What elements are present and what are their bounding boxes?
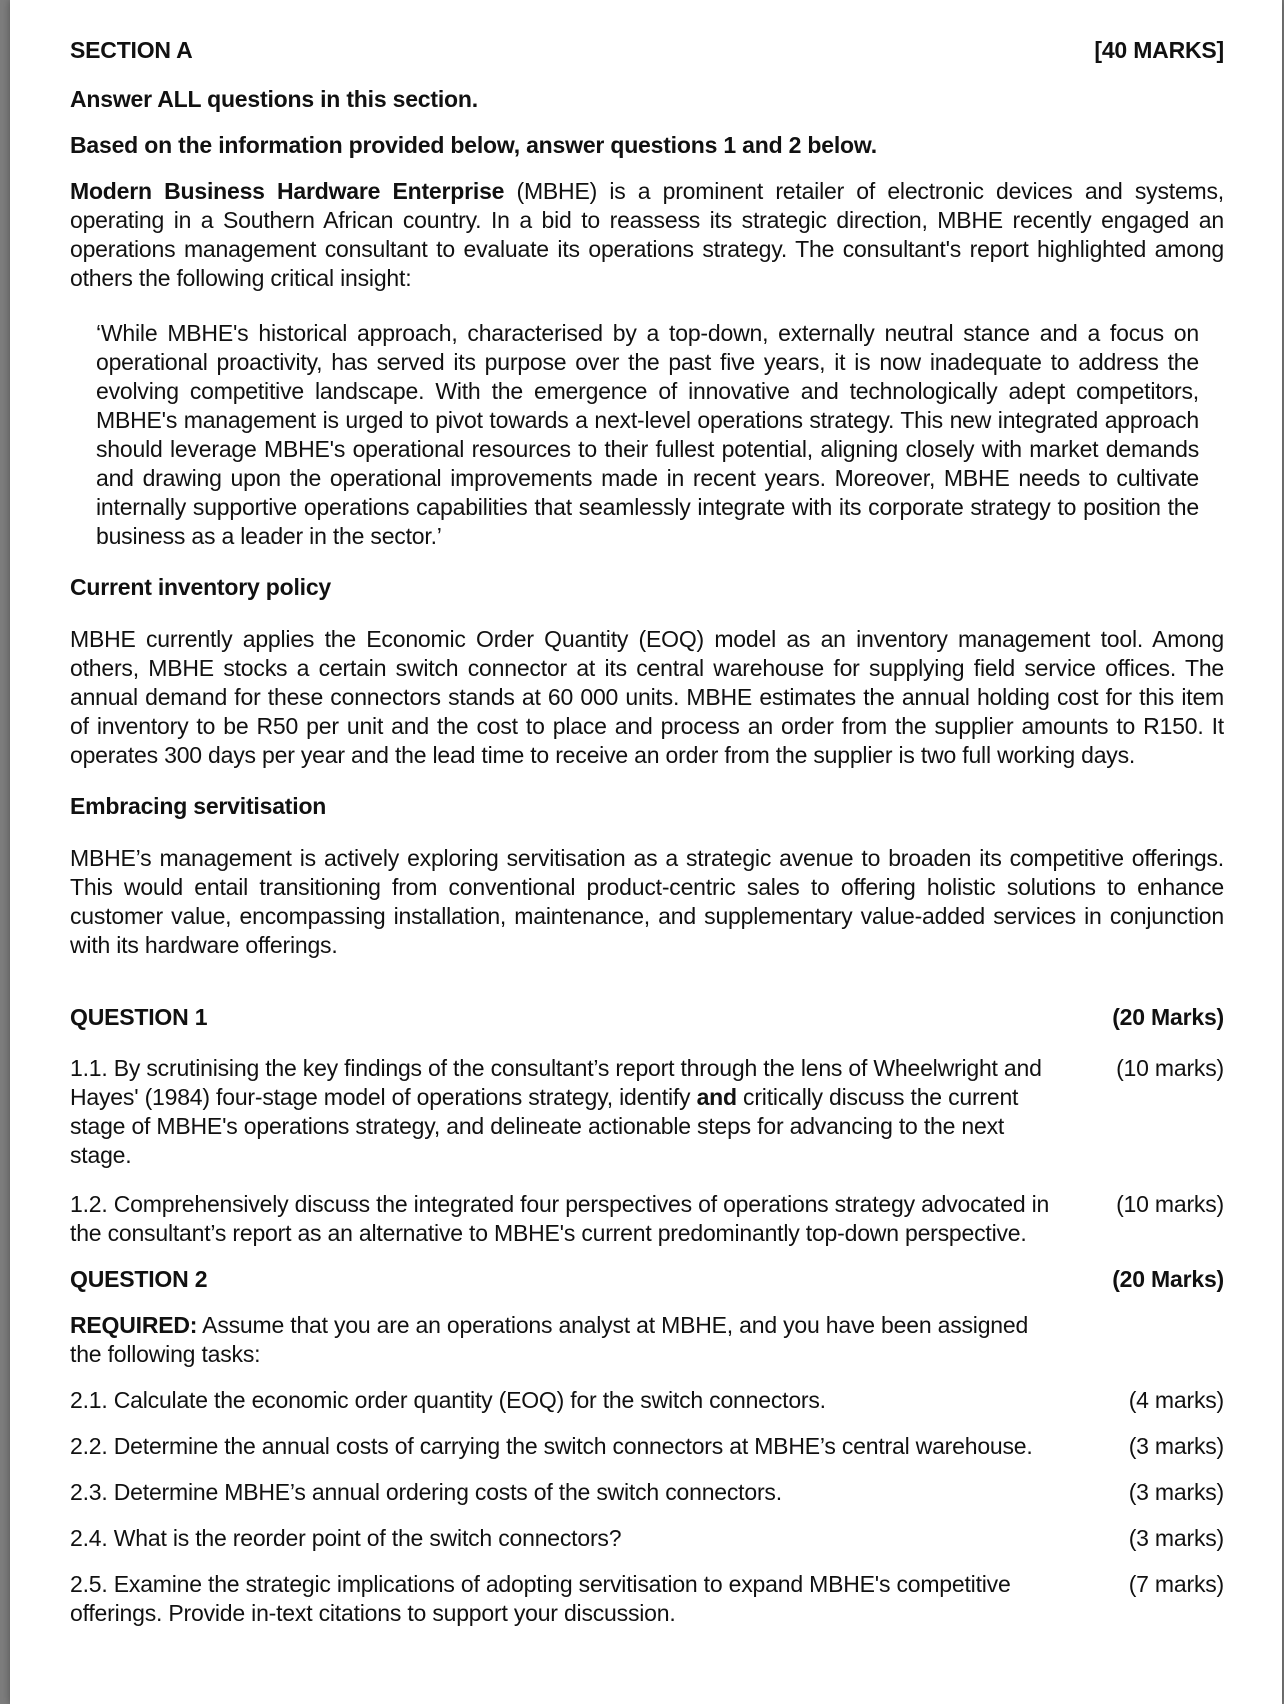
servitisation-paragraph: MBHE’s management is actively exploring servitisation as a strategic avenue to broaden its competitive offerings. This would entail transitioning from conventional product-centric sales to offering holistic solutions to enhance customer value, encompassing installation, maintenance, and supplementary value-added services in conjunction with its hardware offerings. bbox=[70, 845, 1224, 958]
question2-header bbox=[70, 1265, 1224, 1294]
question1-header bbox=[70, 1003, 1224, 1032]
question-2-1-text: 2.1. Calculate the economic order quantity (EOQ) for the switch connectors. bbox=[70, 1387, 826, 1413]
inventory-paragraph: MBHE currently applies the Economic Order Quantity (EOQ) model as an inventory management tool. Among others, MBHE stocks a certain switch connector at its central warehouse for supplying field service offices. The annual demand for these connectors stands at 60 000 units. MBHE estimates the annual holding cost for this item of inventory to be R50 per unit and the cost to place and process an order from the supplier amounts to R150. It operates 300 days per year and the lead time to receive an order from the supplier is two full working days. bbox=[70, 626, 1224, 768]
question-2-3-marks: (3 marks) bbox=[1128, 1479, 1224, 1505]
question-2-1-marks: (4 marks) bbox=[1128, 1387, 1224, 1413]
question-1-2-text: 1.2. Comprehensively discuss the integrated four perspectives of operations strategy advocated in the consultant’s report as an alternative to MBHE's current predominantly top-down perspective. bbox=[70, 1191, 1050, 1246]
question-2-2 bbox=[70, 1432, 1224, 1461]
question-2-5 bbox=[70, 1570, 1224, 1628]
consultant-quote: ‘While MBHE's historical approach, characterised by a top-down, externally neutral stance and a focus on operational proactivity, has served its purpose over the past five years, it is now inadequate to address the evolving competitive landscape. With the emergence of innovative and technologically adept competitors, MBHE's management is urged to pivot towards a next-level operations strategy. This new integrated approach should leverage MBHE's operational resources to their fullest potential, aligning closely with market demands and drawing upon the operational improvements made in recent years. Moreover, MBHE needs to cultivate internally supportive operations capabilities that seamlessly integrate with its corporate strategy to position the business as a leader in the sector.’ bbox=[96, 320, 1199, 549]
instruction: Answer ALL questions in this section. bbox=[70, 86, 478, 112]
inventory-heading: Current inventory policy bbox=[70, 574, 332, 600]
question-1-2 bbox=[70, 1190, 1224, 1248]
question-1-2-marks: (10 marks) bbox=[1116, 1191, 1224, 1217]
question-1-1 bbox=[70, 1054, 1224, 1170]
question-2-4-marks: (3 marks) bbox=[1128, 1525, 1224, 1551]
question-2-4-text: 2.4. What is the reorder point of the switch connectors? bbox=[70, 1525, 622, 1551]
document-content bbox=[70, 36, 1224, 1628]
document-page bbox=[10, 0, 1282, 1704]
company-name: Modern Business Hardware Enterprise bbox=[70, 178, 505, 204]
question-1-1-text: 1.1. By scrutinising the key findings of the consultant’s report through the lens of Wheelwright and Hayes' (1984) four-stage model of operations strategy, identify and critically discuss the current stage of MBHE's operations strategy, and delineate actionable steps for advancing to the next stage. bbox=[70, 1055, 1042, 1168]
servitisation-heading: Embracing servitisation bbox=[70, 793, 327, 819]
section-title: SECTION A bbox=[70, 37, 193, 63]
required-paragraph bbox=[70, 1311, 1060, 1369]
question-2-5-marks: (7 marks) bbox=[1128, 1571, 1224, 1597]
question-2-3 bbox=[70, 1478, 1224, 1507]
question-2-3-text: 2.3. Determine MBHE’s annual ordering costs of the switch connectors. bbox=[70, 1479, 782, 1505]
question2-title: QUESTION 2 bbox=[70, 1266, 208, 1292]
question-2-5-text: 2.5. Examine the strategic implications of adopting servitisation to expand MBHE's competitive offerings. Provide in-text citations to support your discussion. bbox=[70, 1571, 1011, 1626]
required-label: REQUIRED: bbox=[70, 1312, 198, 1338]
question-2-2-marks: (3 marks) bbox=[1128, 1433, 1224, 1459]
intro-text: (MBHE) is a prominent retailer of electronic devices and systems, operating in a Southern African country. In a bid to reassess its strategic direction, MBHE recently engaged an operations management consultant to evaluate its operations strategy. The consultant's report highlighted among others the following critical insight: bbox=[70, 178, 1224, 291]
based-on-text: Based on the information provided below, answer questions 1 and 2 below. bbox=[70, 132, 877, 158]
question1-title: QUESTION 1 bbox=[70, 1004, 208, 1030]
section-header bbox=[70, 36, 1224, 65]
question-1-1-marks: (10 marks) bbox=[1116, 1055, 1224, 1081]
intro-paragraph bbox=[70, 177, 1224, 293]
required-text: Assume that you are an operations analyst at MBHE, and you have been assigned the following tasks: bbox=[70, 1312, 1029, 1367]
question1-marks: (20 Marks) bbox=[1112, 1004, 1224, 1030]
question-2-4 bbox=[70, 1524, 1224, 1553]
question2-marks: (20 Marks) bbox=[1112, 1266, 1224, 1292]
question-2-2-text: 2.2. Determine the annual costs of carrying the switch connectors at MBHE’s central warehouse. bbox=[70, 1433, 1033, 1459]
question-2-1 bbox=[70, 1386, 1224, 1415]
section-marks: [40 MARKS] bbox=[1094, 37, 1224, 63]
